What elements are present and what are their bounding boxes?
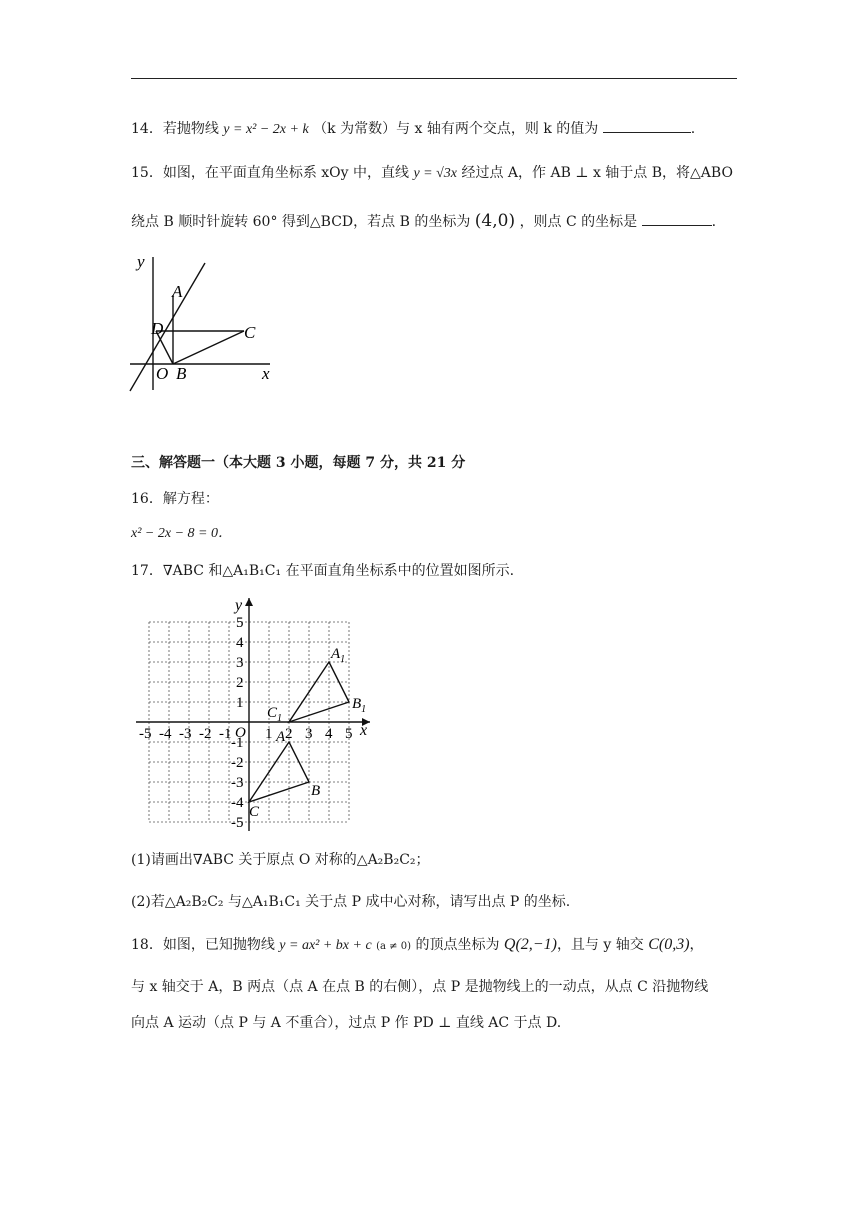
q17-part2: (2)若△A₂B₂C₂ 与△A₁B₁C₁ 关于点 P 成中心对称，请写出点 P 的坐标. (131, 894, 571, 910)
q14-answer-blank[interactable] (603, 118, 691, 133)
header-rule (131, 78, 737, 79)
q17-triangle-abc (249, 742, 309, 802)
q17-y-tick-label: 1 (236, 695, 244, 711)
q17-y-arrow-icon (245, 598, 253, 606)
q17-label-c1: $C_1$ (267, 705, 283, 724)
q17-y-tick-label: 3 (236, 655, 244, 671)
q15-line-equation: y = √3x (413, 166, 458, 181)
q17-x-tick-label: -5 (139, 726, 152, 742)
q15-label-o: O (156, 364, 169, 383)
q17-x-tick-label: 1 (265, 726, 273, 742)
q17-y-tick-label: -3 (231, 775, 244, 791)
q18-vertex-q: Q(2,−1) (503, 936, 557, 953)
q17-intro: 17．∇ABC 和△A₁B₁C₁ 在平面直角坐标系中的位置如图所示. (131, 563, 515, 579)
q17-x-tick-label: -3 (179, 726, 192, 742)
q14-number: 14．若抛物线 (131, 121, 219, 137)
q17-label-b1: $B_1$ (352, 696, 367, 715)
q17-x-tick-label: 3 (305, 726, 313, 742)
q17-y-label: y (235, 597, 243, 614)
q16-equation: x² − 2x − 8 = 0． (131, 526, 232, 541)
q17-triangle-a1b1c1 (289, 662, 349, 722)
q15-label-d: D (151, 319, 164, 338)
q15-answer-blank[interactable] (642, 211, 712, 226)
q15-point-b-coord: (4,0) (474, 211, 516, 231)
question-15-line1: 15．如图，在平面直角坐标系 xOy 中，直线 y = √3x 经过点 A，作 AB ⊥ x 轴于点 B，将△ABO (131, 165, 733, 181)
q17-x-label: x (360, 722, 368, 739)
q17-label-c: C (249, 804, 260, 820)
q15-segment-bc (173, 331, 244, 364)
q17-x-tick-label: -4 (159, 726, 172, 742)
question-14: 14．若抛物线 y = x² − 2x + k （k 为常数）与 x 轴有两个交点，则 k 的值为 . (131, 118, 695, 140)
question-15-line2: 绕点 B 顺时针旋转 60° 得到△BCD，若点 B 的坐标为 (4,0) ，则点 C 的坐标是 . (131, 211, 717, 231)
q17-y-tick-label: 5 (236, 615, 244, 631)
q17-grid-figure (130, 594, 375, 834)
q17-y-tick-label: -5 (231, 815, 244, 831)
q17-x-tick-label: 2 (285, 726, 293, 742)
q18-point-c: C(0,3) (648, 936, 690, 953)
q15-label-a: A (172, 282, 183, 301)
q17-y-tick-label: -1 (231, 735, 244, 751)
q15-figure (120, 245, 290, 395)
q15-label-c: C (244, 323, 256, 342)
q17-y-tick-label: 2 (236, 675, 244, 691)
q16-title: 16．解方程： (131, 491, 219, 507)
q17-y-tick-label: -2 (231, 755, 244, 771)
q17-y-tick-label: 4 (236, 635, 244, 651)
q17-y-tick-label: -4 (231, 795, 244, 811)
q17-label-a1: $A_1$ (331, 646, 346, 665)
q17-x-tick-label: -1 (219, 726, 232, 742)
q17-x-tick-label: 4 (325, 726, 333, 742)
q17-x-tick-label: -2 (199, 726, 212, 742)
q15-x-label: x (262, 364, 270, 383)
q17-x-tick-label: 5 (345, 726, 353, 742)
q17-part1: (1)请画出∇ABC 关于原点 O 对称的△A₂B₂C₂； (131, 852, 430, 868)
q18-line3: 向点 A 运动（点 P 与 A 不重合），过点 P 作 PD ⊥ 直线 AC 于点 D. (131, 1015, 562, 1031)
q15-label-b: B (176, 364, 187, 383)
section-3-heading: 三、解答题一（本大题 3 小题，每题 7 分，共 21 分 (131, 455, 466, 471)
q14-equation: y = x² − 2x + k (223, 122, 309, 137)
q18-parabola-equation: y = ax² + bx + c (279, 938, 372, 953)
q17-origin-label: O (235, 725, 246, 741)
q15-y-label: y (137, 252, 145, 271)
q17-label-b: B (311, 783, 321, 799)
q17-label-a: A (276, 729, 286, 745)
q18-line2: 与 x 轴交于 A，B 两点（点 A 在点 B 的右侧），点 P 是抛物线上的一动点，从点 C 沿抛物线 (131, 979, 709, 995)
q18-line1: 18．如图，已知抛物线 y = ax² + bx + c (a ≠ 0) 的顶点坐标为 Q(2,−1)，且与 y 轴交 C(0,3)， (131, 936, 704, 953)
q14-text: （k 为常数）与 x 轴有两个交点，则 k 的值为 (313, 121, 599, 137)
